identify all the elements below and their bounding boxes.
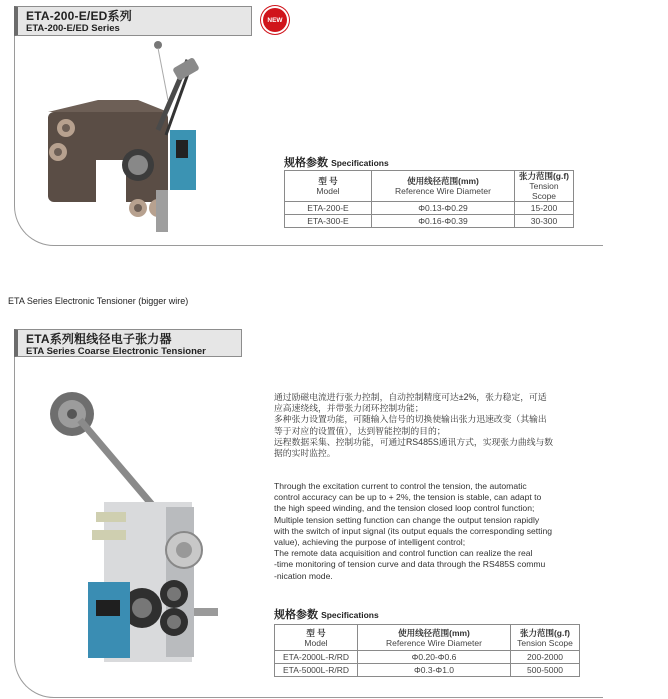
cell-diameter: Φ0.16-Φ0.39 bbox=[372, 215, 515, 228]
spec-title-en: Specifications bbox=[321, 610, 379, 620]
section-header-eta-coarse bbox=[14, 329, 242, 357]
spec-title-cn: 规格参数 bbox=[284, 157, 328, 169]
eta-200-tensioner-photo bbox=[38, 40, 218, 235]
desc-en-line: the high speed winding, and the tension closed loop control function; bbox=[274, 503, 535, 514]
desc-en-line: Multiple tension setting function can change the output tension rapidly bbox=[274, 514, 540, 525]
table-header-row bbox=[275, 625, 580, 651]
table-row bbox=[275, 651, 580, 664]
cell-model: ETA-300-E bbox=[285, 215, 372, 228]
desc-en-line: -time monitoring of tension curve and data through the RS485S commu bbox=[274, 559, 546, 570]
desc-en-line: Through the excitation current to control the tension, the automatic bbox=[274, 481, 527, 491]
description-en bbox=[274, 481, 596, 582]
cell-tension: 15-200 bbox=[515, 202, 574, 215]
desc-cn-line: 多种张力设置功能，可随输入信号的切换使输出张力迅速改变（其输出 bbox=[274, 414, 547, 425]
table-row bbox=[285, 202, 574, 215]
cell-model: ETA-2000L-R/RD bbox=[275, 651, 358, 664]
th-model: 型 号 Model bbox=[285, 171, 372, 202]
header-title-en: ETA-200-E/ED Series bbox=[26, 23, 120, 34]
cell-tension: 200-2000 bbox=[511, 651, 580, 664]
spec-table-eta-coarse bbox=[274, 624, 580, 677]
desc-cn-line: 通过励磁电流进行张力控制，自动控制精度可达±2%，张力稳定，可适 bbox=[274, 392, 547, 402]
spec-title-en: Specifications bbox=[331, 158, 389, 168]
table-row bbox=[275, 664, 580, 677]
section-header-eta-200 bbox=[14, 6, 252, 36]
cell-diameter: Φ0.3-Φ1.0 bbox=[358, 664, 511, 677]
desc-en-line: The remote data acquisition and control function can realize the real bbox=[274, 548, 533, 559]
spec-title-eta-200 bbox=[284, 154, 389, 170]
th-wire-diameter: 使用线径范围(mm) Reference Wire Diameter bbox=[358, 625, 511, 651]
cell-diameter: Φ0.20-Φ0.6 bbox=[358, 651, 511, 664]
th-tension-scope: 张力范围(g.f) Tension Scope bbox=[511, 625, 580, 651]
desc-cn-line: 等于对应的设置值），达到智能控制的目的； bbox=[274, 425, 446, 436]
cell-tension: 30-300 bbox=[515, 215, 574, 228]
desc-en-line: with the switch of input signal (its output equals the corresponding setting bbox=[274, 525, 553, 536]
between-caption: ETA Series Electronic Tensioner (bigger wire) bbox=[8, 296, 189, 306]
desc-en-line: -nication mode. bbox=[274, 570, 333, 581]
desc-en-line: value), achieving the purpose of intelligent control; bbox=[274, 537, 466, 548]
desc-en-line: control accuracy can be up to + 2%, the tension is stable, can adapt to bbox=[274, 492, 542, 503]
desc-cn-line: 据的实时监控。 bbox=[274, 448, 336, 459]
header-title-cn: ETA系列粗线径电子张力器 bbox=[26, 332, 172, 346]
desc-cn-line: 应高速绕线，并带张力闭环控制功能； bbox=[274, 403, 424, 414]
spec-table-eta-200 bbox=[284, 170, 574, 228]
table-row bbox=[285, 215, 574, 228]
th-model: 型 号 Model bbox=[275, 625, 358, 651]
cell-tension: 500-5000 bbox=[511, 664, 580, 677]
cell-diameter: Φ0.13-Φ0.29 bbox=[372, 202, 515, 215]
header-title-en: ETA Series Coarse Electronic Tensioner bbox=[26, 346, 206, 357]
header-title-cn: ETA-200-E/ED系列 bbox=[26, 9, 132, 23]
cell-model: ETA-200-E bbox=[285, 202, 372, 215]
th-wire-diameter: 使用线径范围(mm) Reference Wire Diameter bbox=[372, 171, 515, 202]
desc-cn-line: 远程数据采集、控制功能，可通过RS485S通讯方式，实现张力曲线与数 bbox=[274, 436, 554, 447]
spec-title-cn: 规格参数 bbox=[274, 609, 318, 621]
cell-model: ETA-5000L-R/RD bbox=[275, 664, 358, 677]
eta-coarse-tensioner-photo bbox=[46, 372, 226, 672]
new-badge: NEW bbox=[263, 8, 287, 32]
description-cn bbox=[274, 392, 596, 459]
spec-title-eta-coarse bbox=[274, 606, 379, 622]
table-header-row bbox=[285, 171, 574, 202]
th-tension-scope: 张力范围(g.f) Tension Scope bbox=[515, 171, 574, 202]
